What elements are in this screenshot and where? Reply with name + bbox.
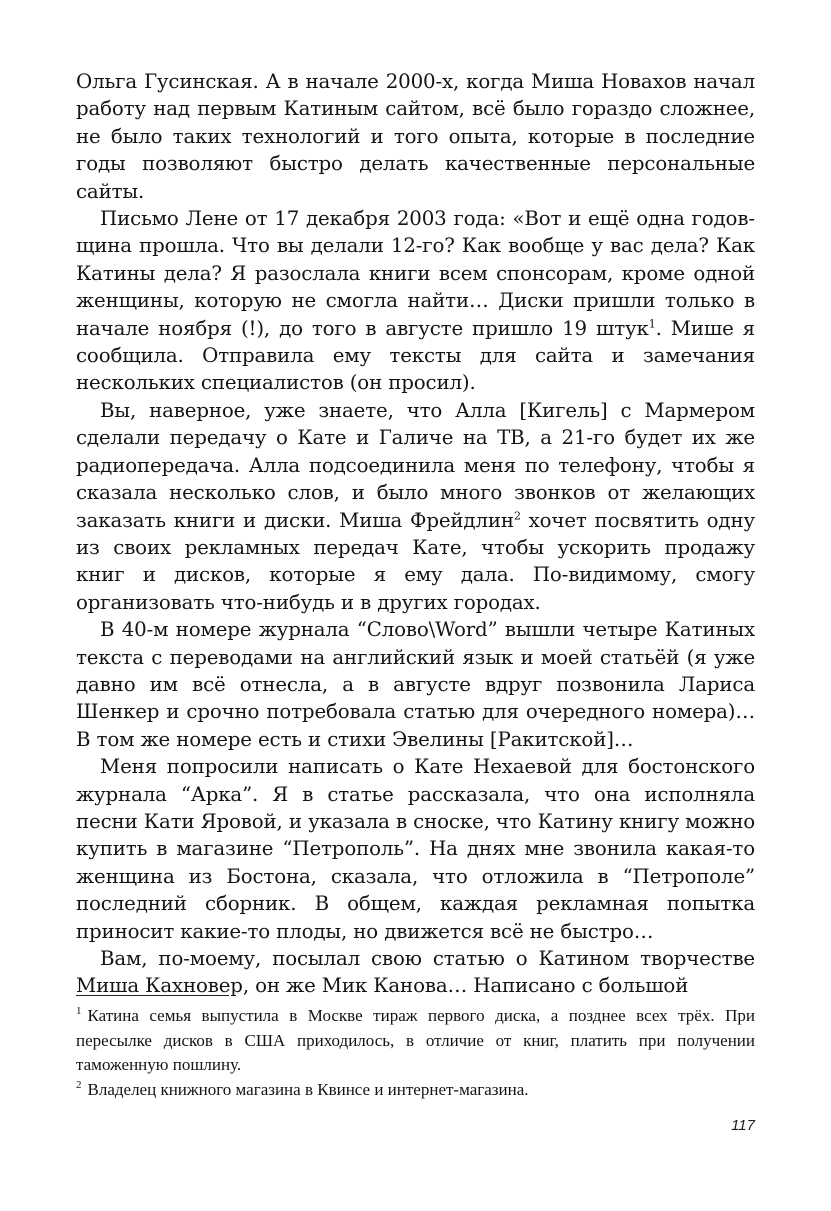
footnote-1 <box>76 1004 755 1078</box>
paragraph-3-text-b: хочет посвятить одну из своих рекламных передач Кате, чтобы ускорить продажу книг и дисков, которые я ему дала. По-видимому, смогу организовать что-нибудь и в других городах. <box>76 508 755 614</box>
footnote-ref-2: 2 <box>513 508 521 522</box>
paragraph-5-text: Меня попросили написать о Кате Нехаевой для бостонского журнала “Арка”. Я в статье рассказала, что она исполняла песни Кати Яровой, и указала в сноске, что Катину книгу можно купить в магазине “Петрополь”. На днях мне звонила какая-то женщина из Бостона, сказала, что отложила в “Петрополе” последний сборник. В общем, каждая рекламная попытка приносит какие-то плоды, но движется всё не быстро… <box>76 755 755 943</box>
paragraph-2-text-b: . Мише я сообщила. Отправила ему тексты для сайта и замечания нескольких специалистов (он просил). <box>76 316 755 395</box>
footnote-1-mark: 1 <box>76 1005 82 1018</box>
paragraph-4-text: В 40-м номере журнала “Слово\Word” вышли четыре Катиных текста с переводами на английский язык и моей статьёй (я уже давно им всё отнесла, а в августе вдруг позвонила Лариса Шенкер и срочно потребовала статью для очередного номера)… В том же номере есть и стихи Эвелины [Ракитской]… <box>76 618 755 751</box>
paragraph-5 <box>76 753 755 945</box>
footnote-2-mark: 2 <box>76 1079 82 1092</box>
footnote-2 <box>76 1078 755 1103</box>
paragraph-2-text-a: Письмо Лене от 17 декабря 2003 года: «Вот и ещё одна годовщина прошла. Что вы делали 12-го? Как вообще у вас дела? Как Катины дела? Я разослала книги всем спонсорам, кроме одной женщины, которую не смогла найти… Диски пришли только в начале ноября (!), до того в августе пришло 19 штук <box>76 207 755 340</box>
footnote-2-text: Владелец книжного магазина в Квинсе и интернет-магазина. <box>87 1079 529 1099</box>
paragraph-1-text: Ольга Гусинская. А в начале 2000-х, когда Миша Новахов начал работу над первым Катиным сайтом, всё было гораздо сложнее, не было таких технологий и того опыта, которые в последние годы позволяют быстро делать качественные персональные сайты. <box>76 70 755 203</box>
main-text <box>76 68 755 1000</box>
paragraph-4 <box>76 616 755 753</box>
paragraph-3-text-a: Вы, наверное, уже знаете, что Алла [Кигель] с Мармером сделали передачу о Кате и Галиче на ТВ, а 21-го будет их же радиопередача. Алла подсоединила меня по телефону, чтобы я сказала несколько слов, и было много звонков от желающих заказать книги и диски. Миша Фрейдлин <box>76 398 755 532</box>
footnote-rule <box>76 995 229 996</box>
footnote-ref-1: 1 <box>648 317 656 331</box>
paragraph-2 <box>76 205 755 397</box>
page-number: 117 <box>731 1117 755 1134</box>
footnote-1-text: Катина семья выпустила в Москве тираж первого диска, а позднее всех трёх. При пересылке дисков в США приходилось, в отличие от книг, платить при получении таможенную пошлину. <box>76 1006 755 1075</box>
paragraph-6 <box>76 945 755 1000</box>
paragraph-1 <box>76 68 755 205</box>
paragraph-6-text: Вам, по-моему, посылал свою статью о Катином творчестве Миша Кахновер, он же Мик Канова… Написано с большой <box>76 947 755 998</box>
footnotes <box>76 995 755 1102</box>
paragraph-3 <box>76 397 755 616</box>
